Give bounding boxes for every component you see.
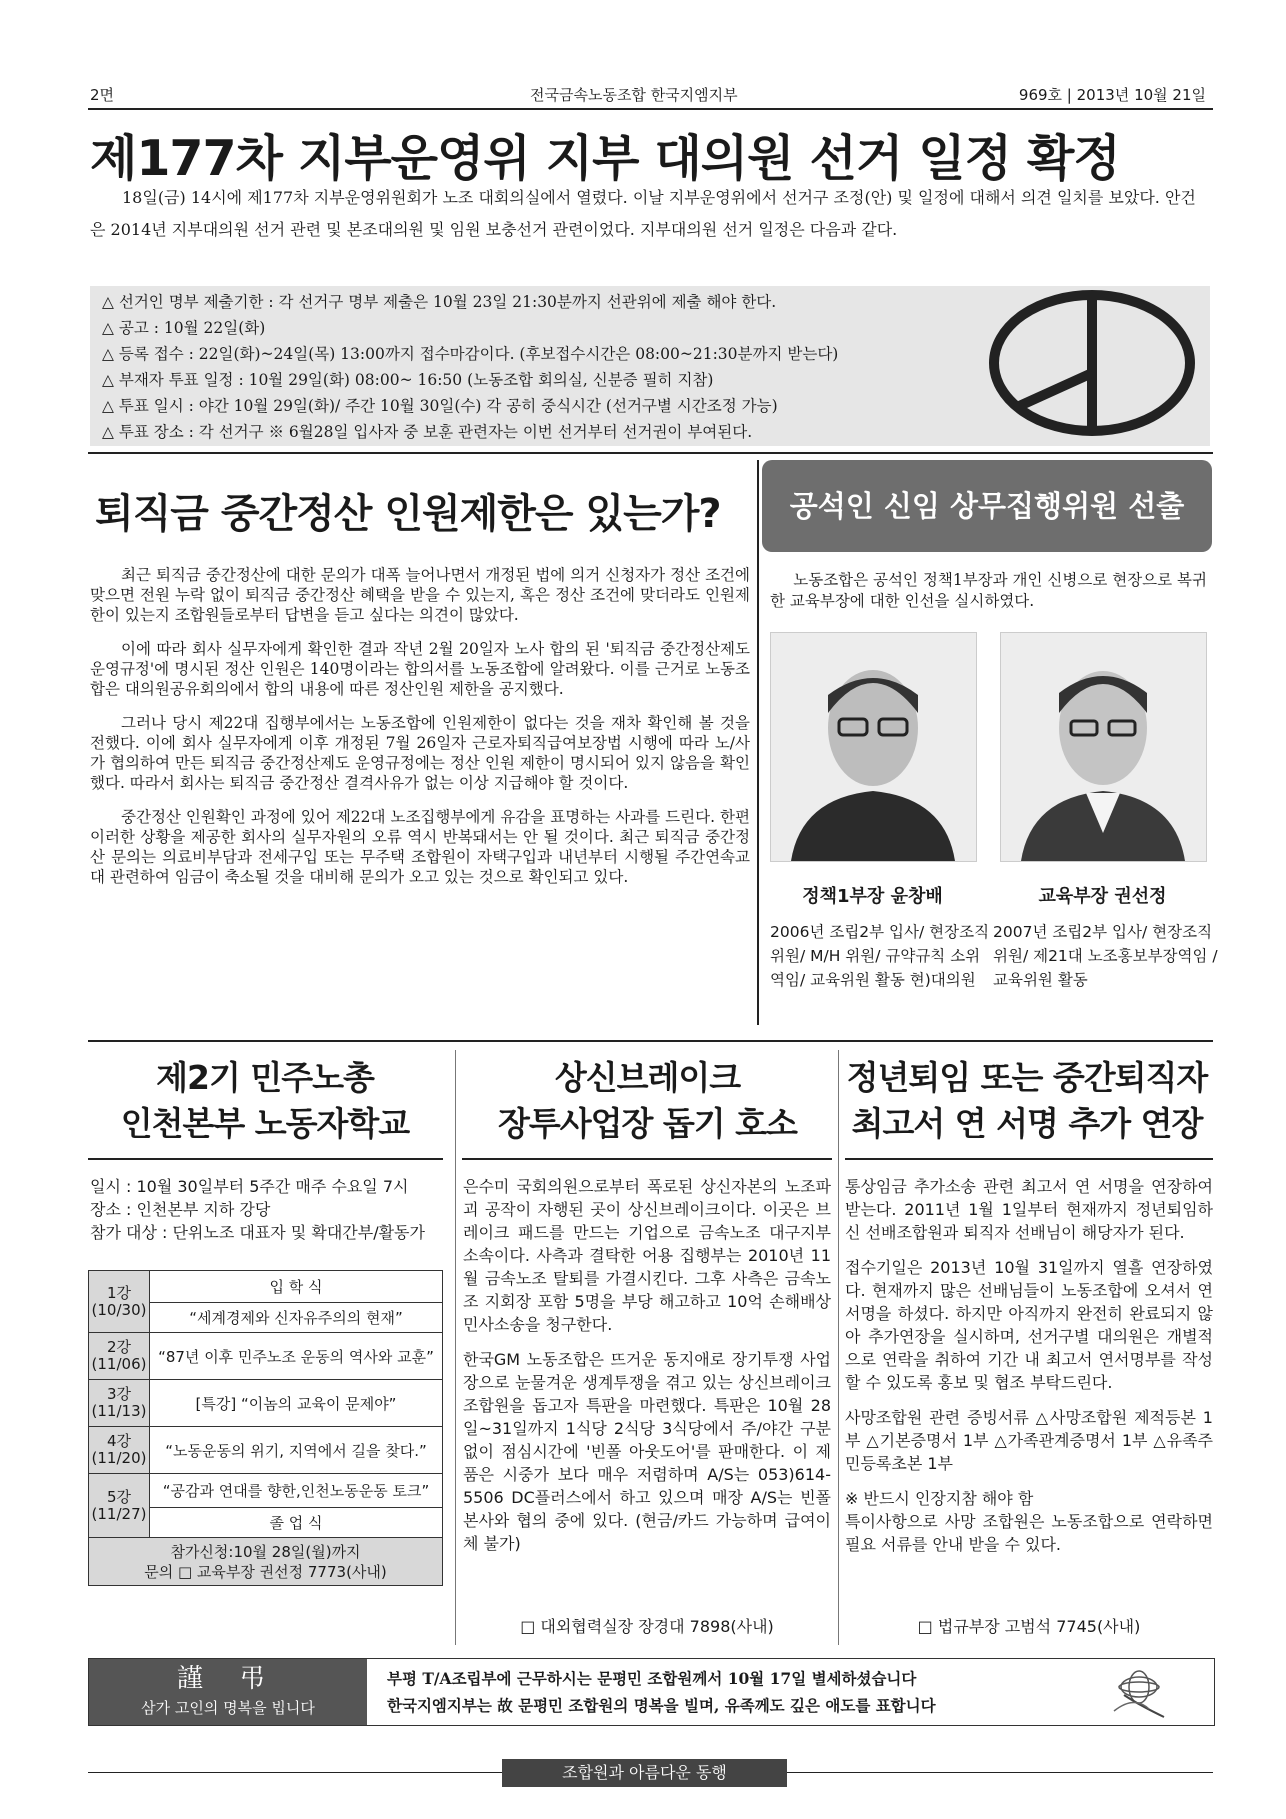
condolence-title: 謹 弔 xyxy=(176,1664,280,1694)
issue-date: 969호 | 2013년 10월 21일 xyxy=(1018,86,1206,104)
schedule-item: △ 공고 : 10월 22일(화) xyxy=(102,319,266,337)
paragraph: 접수기일은 2013년 10월 31일까지 열흘 연장하였다. 현재까지 많은 선배님들이 노동조합에 오셔서 연 서명을 하셨다. 하지만 아직까지 완전히 완료되지 않아 추가연장을 실시하며, 선거구별 대의원은 개별적으로 연락을 취하여 기간 내 최고서 연서명부를 작성할 수 있도록 홍보 및 협조 부탁드린다. xyxy=(845,1258,1213,1392)
schedule-item: △ 등록 접수 : 22일(화)~24일(목) 13:00까지 접수마감이다. (후보접수시간은 08:00~21:30분까지 받는다) xyxy=(102,345,839,363)
school-info-line: 참가 대상 : 단위노조 대표자 및 확대간부/활동가 xyxy=(90,1223,425,1242)
condolence-box xyxy=(88,1658,1215,1726)
condolence-message: 부평 T/A조립부에 근무하시는 문평민 조합원께서 10월 17일 별세하셨습니다 한국지엠지부는 故 문평민 조합원의 명복을 빌며, 유족께도 깊은 애도를 표합니다 xyxy=(387,1669,936,1715)
election-intro: 18일(금) 14시에 제177차 지부운영위원회가 노조 대회의실에서 열렸다. 이날 지부운영위에서 선거구 조정(안) 및 일정에 대해서 의견 일치를 보았다. 안건은 2014년 지부대의원 선거 관련 및 본조대의원 및 임원 보충선거 관련이었다. 지부대의원 선거 일정은 다음과 같다. xyxy=(90,188,1196,239)
school-info-line: 일시 : 10월 30일부터 5주간 매주 수요일 7시 xyxy=(90,1177,409,1196)
paragraph: 은수미 국회의원으로부터 폭로된 상신자본의 노조파괴 공작이 자행된 곳이 상신브레이크이다. 이곳은 브레이크 패드를 만드는 기업으로 금속노조 대구지부 소속이다. 사측과 결탁한 어용 집행부는 2010년 11월 금속노조 탈퇴를 가결시킨다. 그후 사측은 금속노조 지회장 포함 5명을 부당 해고하고 10억 손해배상 민사소송을 청구한다. xyxy=(463,1177,831,1334)
lecture-topic: “세계경제와 신자유주의의 현재” xyxy=(150,1303,443,1333)
schedule-item: △ 선거인 명부 제출기한 : 각 선거구 명부 제출은 10월 23일 21:30분까지 선관위에 제출 해야 한다. xyxy=(102,293,777,311)
schedule-item: △ 투표 일시 : 야간 10월 29일(화)/ 주간 10월 30일(수) 각 공히 중식시간 (선거구별 시간조정 가능) xyxy=(102,397,778,415)
person-icon xyxy=(771,633,976,861)
lecture-number: 1강 (10/30) xyxy=(89,1271,150,1333)
lecture-topic: “공감과 연대를 향한,인천노동운동 토크” xyxy=(150,1474,443,1508)
paragraph: 통상임금 추가소송 관련 최고서 연 서명을 연장하여 받는다. 2011년 1월 1일부터 현재까지 정년퇴임하신 선배조합원과 퇴직자 선배님이 해당자가 된다. xyxy=(845,1177,1213,1242)
publication-name: 전국금속노동조합 한국지엠지부 xyxy=(530,86,738,104)
lecture-topic: [특강] “이놈의 교육이 문제야” xyxy=(150,1380,443,1427)
person-name: 정책1부장 윤창배 xyxy=(802,886,943,907)
signature-contact: □ 법규부장 고범석 7745(사내) xyxy=(917,1617,1141,1636)
lecture-topic: “87년 이후 민주노조 운동의 역사와 교훈” xyxy=(150,1333,443,1380)
paragraph: 최근 퇴직금 중간정산에 대한 문의가 대폭 늘어나면서 개정된 법에 의거 신청자가 정산 조건에 맞으면 전원 누락 없이 퇴직금 중간정산 혜택을 받을 수 있는지, 혹은 정산 조건에 맞더라도 인원제한이 있는지 조합원들로부터 답변을 듣고 싶다는 의견이 많았다. xyxy=(90,566,750,624)
person-description: 2006년 조립2부 입사/ 현장조직위원/ M/H 위원/ 규약규칙 소위 역임/ 교육위원 활동 현)대의원 xyxy=(770,923,990,989)
headline-severance: 퇴직금 중간정산 인원제한은 있는가? xyxy=(95,491,721,537)
paragraph: 이에 따라 회사 실무자에게 확인한 결과 작년 2월 20일자 노사 합의 된 '퇴직금 중간정산제도 운영규정'에 명시된 정산 인원은 140명이라는 합의서를 노동조합에 알려왔다. 이를 근거로 노동조합은 대의원공유회의에서 합의 내용에 따른 정산인원 제한을 공지했다. xyxy=(90,640,750,698)
portrait-photo xyxy=(770,632,977,862)
schedule-item: △ 부재자 투표 일정 : 10월 29일(화) 08:00~ 16:50 (노동조합 회의실, 신분증 필히 지참) xyxy=(102,371,714,389)
lecture-schedule-table xyxy=(88,1270,443,1586)
portrait-photo xyxy=(1000,632,1207,862)
condolence-subtitle: 삼가 고인의 명복을 빕니다 xyxy=(141,1699,315,1717)
paragraph: 중간정산 인원확인 과정에 있어 제22대 노조집행부에게 유감을 표명하는 사과를 드린다. 한편 이러한 상황을 제공한 회사의 실무자원의 오류 역시 반복돼서는 안 될 것이다. 최근 퇴직금 중간정산 문의는 의료비부담과 전세구입 또는 무주택 조합원이 자택구입과 내년부터 시행될 주간연속교대 관련하여 임금이 축소될 것을 대비해 문의가 오고 있는 것으로 확인되고 있다. xyxy=(90,808,750,886)
sangsin-body xyxy=(463,1175,831,1567)
headline-election: 제177차 지부운영위 지부 대의원 선거 일정 확정 xyxy=(90,130,1120,187)
paragraph: 사망조합원 관련 증빙서류 △사망조합원 제적등본 1부 △기본증명서 1부 △가족관계증명서 1부 △유족주민등록초본 1부 xyxy=(845,1408,1213,1473)
chrysanthemum-icon xyxy=(1094,1665,1184,1719)
page-number: 2면 xyxy=(90,86,115,104)
headline-signature-extension: 정년퇴임 또는 중간퇴직자 최고서 연 서명 추가 연장 xyxy=(846,1058,1208,1143)
sangsin-contact: □ 대외협력실장 장경대 7898(사내) xyxy=(520,1617,774,1636)
lecture-number: 3강 (11/13) xyxy=(89,1380,150,1427)
person-name: 교육부장 권선정 xyxy=(1038,886,1167,907)
lecture-number: 4강 (11/20) xyxy=(89,1427,150,1474)
school-info-line: 장소 : 인천본부 지하 강당 xyxy=(90,1200,271,1219)
paragraph: 그러나 당시 제22대 집행부에서는 노동조합에 인원제한이 없다는 것을 재차 확인해 볼 것을 전했다. 이에 회사 실무자에게 이후 개정된 7월 26일자 근로자퇴직급여보장법 시행에 따라 노/사가 협의하여 만든 퇴직금 중간정산제도 운영규정에는 정산 인원 제한이 명시되어 있지 않음을 확인했다. 따라서 회사는 퇴직금 중간정산 결격사유가 없는 이상 지급해야 할 것이다. xyxy=(90,714,750,792)
footer-slogan: 조합원과 아름다운 동행 xyxy=(502,1759,787,1787)
severance-body xyxy=(90,565,750,901)
headline-appointment: 공석인 신임 상무집행위원 선출 xyxy=(762,460,1212,552)
lecture-number: 5강 (11/27) xyxy=(89,1474,150,1538)
apply-info: 참가신청:10월 28일(월)까지 문의 □ 교육부장 권선정 7773(사내) xyxy=(89,1538,443,1586)
person-description: 2007년 조립2부 입사/ 현장조직위원/ 제21대 노조홍보부장역임 /교육위원 활동 xyxy=(993,923,1218,989)
headline-sangsin-brake: 상신브레이크 장투사업장 돕기 호소 xyxy=(498,1058,797,1143)
headline-workers-school: 제2기 민주노총 인천본부 노동자학교 xyxy=(120,1058,410,1143)
paragraph: 한국GM 노동조합은 뜨거운 동지애로 장기투쟁 사업장으로 눈물겨운 생계투쟁을 겪고 있는 상신브레이크 조합원을 돕고자 특판을 마련했다. 특판은 10월 28일~31일까지 1식당 2식당 3식당에서 주/야간 구분 없이 점심시간에 '빈폴 아웃도어'를 판매한다. 이 제품은 시중가 보다 매우 저렴하며 A/S는 053)614-5506 DC플러스에서 하고 있으며 매장 A/S는 빈폴 본사와 협의 중에 있다. (현금/카드 가능하며 급여이체 불가) xyxy=(463,1350,831,1553)
lecture-topic: “노동운동의 위기, 지역에서 길을 찾다.” xyxy=(150,1427,443,1474)
school-info xyxy=(90,1175,450,1244)
schedule-item: △ 투표 장소 : 각 선거구 ※ 6월28일 입사자 중 보훈 관련자는 이번 선거부터 선거권이 부여된다. xyxy=(102,423,753,441)
signature-body xyxy=(845,1175,1213,1568)
condolence-title-block xyxy=(89,1659,367,1725)
person-icon xyxy=(1001,633,1206,861)
vote-stamp-icon xyxy=(985,288,1200,438)
header-rule xyxy=(88,108,1213,110)
table-footer: 졸 업 식 xyxy=(150,1508,443,1538)
lecture-number: 2강 (11/06) xyxy=(89,1333,150,1380)
paragraph: ※ 반드시 인장지참 해야 함 특이사항으로 사망 조합원은 노동조합으로 연락하면 필요 서류를 안내 받을 수 있다. xyxy=(845,1489,1213,1554)
table-header: 입 학 식 xyxy=(150,1271,443,1303)
appointment-intro: 노동조합은 공석인 정책1부장과 개인 신병으로 현장으로 복귀한 교육부장에 대한 인선을 실시하였다. xyxy=(770,571,1208,610)
